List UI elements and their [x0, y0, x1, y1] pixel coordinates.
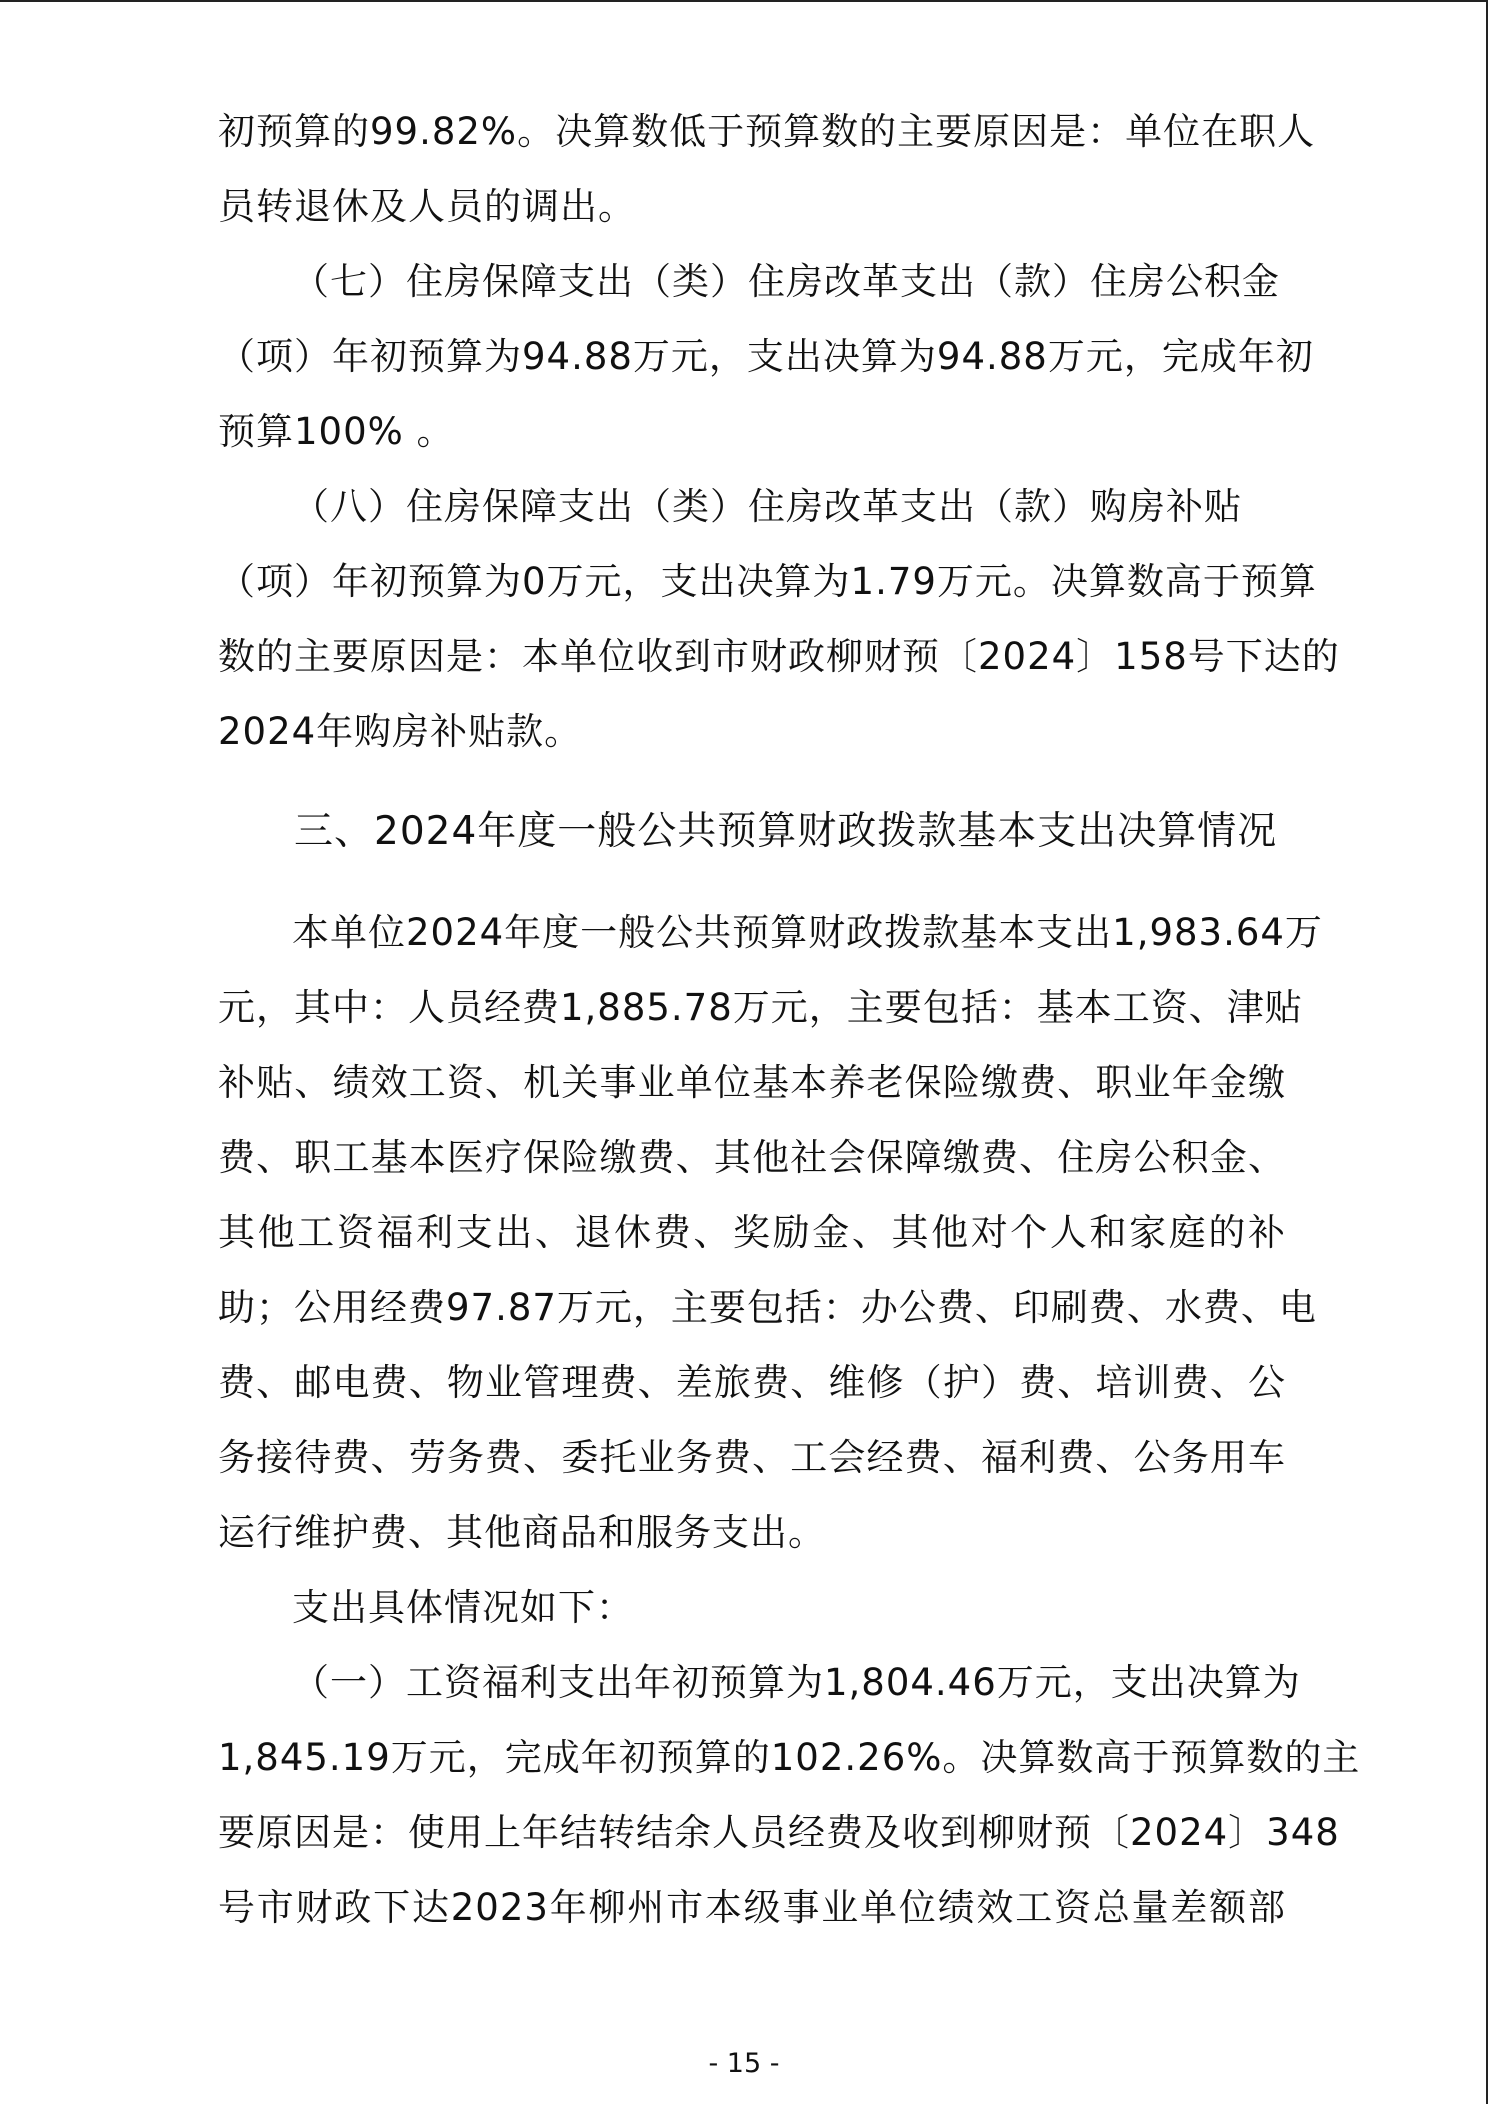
paragraph-basic-expenditure	[218, 895, 1323, 1570]
text-line: 务接待费、劳务费、委托业务费、工会经费、福利费、公务用车	[218, 1436, 1286, 1479]
text-line: 初预算的99.82%。决算数低于预算数的主要原因是：单位在职人	[218, 110, 1316, 153]
text-line: 费、邮电费、物业管理费、差旅费、维修（护）费、培训费、公	[218, 1361, 1286, 1404]
text-line: 费、职工基本医疗保险缴费、其他社会保障缴费、住房公积金、	[218, 1136, 1286, 1179]
text-line: （项）年初预算为0万元，支出决算为1.79万元。决算数高于预算	[218, 560, 1317, 603]
text-line: 1,845.19万元，完成年初预算的102.26%。决算数高于预算数的主	[218, 1736, 1361, 1779]
text-line: 本单位2024年度一般公共预算财政拨款基本支出1,983.64万	[292, 911, 1323, 954]
text-line: 数的主要原因是：本单位收到市财政柳财预〔2024〕158号下达的	[218, 635, 1340, 678]
paragraph-housing-subsidy	[218, 469, 1340, 769]
text-line: （一）工资福利支出年初预算为1,804.46万元，支出决算为	[292, 1661, 1301, 1704]
text-line: 员转退休及人员的调出。	[218, 185, 636, 228]
text-line: 助；公用经费97.87万元，主要包括：办公费、印刷费、水费、电	[218, 1286, 1317, 1329]
document-body	[218, 94, 1361, 1945]
text-line: 补贴、绩效工资、机关事业单位基本养老保险缴费、职业年金缴	[218, 1061, 1286, 1104]
section-heading: 三、2024年度一般公共预算财政拨款基本支出决算情况	[294, 809, 1278, 854]
page-number: - 15 -	[708, 2048, 780, 2079]
text-line: 元，其中：人员经费1,885.78万元，主要包括：基本工资、津贴	[218, 986, 1303, 1029]
paragraph-salary-welfare	[218, 1645, 1361, 1945]
paragraph-continuation	[218, 94, 1316, 244]
text-line: 要原因是：使用上年结转结余人员经费及收到柳财预〔2024〕348	[218, 1811, 1340, 1854]
text-line: 2024年购房补贴款。	[218, 710, 583, 753]
text-line: 其他工资福利支出、退休费、奖励金、其他对个人和家庭的补	[218, 1211, 1286, 1254]
text-line: 预算100% 。	[218, 410, 455, 453]
paragraph-housing-fund	[218, 244, 1314, 469]
text-line: （项）年初预算为94.88万元，支出决算为94.88万元，完成年初	[218, 335, 1314, 378]
text-line: （八）住房保障支出（类）住房改革支出（款）购房补贴	[292, 485, 1242, 528]
paragraph-details-intro	[218, 1570, 1286, 1645]
text-line: （七）住房保障支出（类）住房改革支出（款）住房公积金	[292, 260, 1280, 303]
text-line: 号市财政下达2023年柳州市本级事业单位绩效工资总量差额部	[218, 1886, 1286, 1929]
text-line: 支出具体情况如下：	[292, 1586, 634, 1629]
text-line: 运行维护费、其他商品和服务支出。	[218, 1511, 826, 1554]
